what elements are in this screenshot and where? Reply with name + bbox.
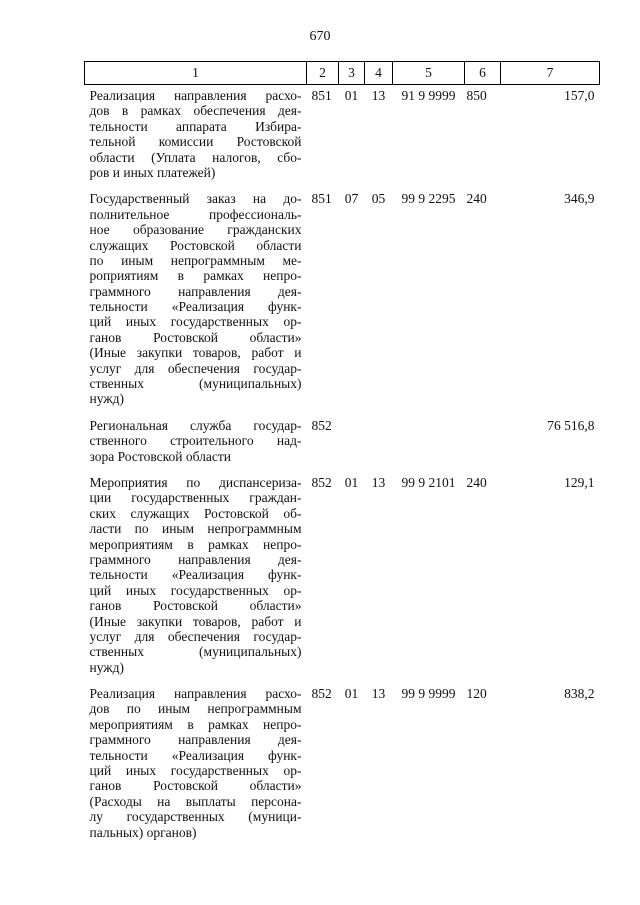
expense-name-line: ций иных государственных ор- <box>89 763 302 779</box>
expense-name-line: ганов Ростовской области» <box>89 329 302 345</box>
table-row <box>85 188 600 414</box>
expense-name-line: ций иных государственных ор- <box>89 314 302 330</box>
expense-name-line: тельности «Реализация функ- <box>89 747 302 763</box>
ministry-code-cell: 851 <box>311 191 332 207</box>
subsection-code-cell: 13 <box>371 474 386 490</box>
expense-name-cell <box>85 85 307 189</box>
table-body <box>85 85 600 848</box>
expense-name-line: мероприятиям в рамках непро- <box>89 716 302 732</box>
expense-name-line: граммного направления дея- <box>89 283 302 299</box>
expense-name-line: Региональная служба государ- <box>89 417 302 433</box>
expense-name-line: (Иные закупки товаров, работ и <box>89 345 302 361</box>
table-row <box>85 85 600 189</box>
expense-name-line: ственных (муниципальных) <box>89 376 302 392</box>
subsection-code-cell: 05 <box>371 191 386 207</box>
ministry-code-cell: 852 <box>311 474 332 490</box>
expense-name-line: (Иные закупки товаров, работ и <box>89 613 302 629</box>
expense-name-line: лу государственных (муници- <box>89 809 302 825</box>
expense-name-line: Реализация направления расхо- <box>89 686 302 702</box>
target-article-cell: 91 9 9999 <box>401 88 456 103</box>
expense-name-line: зора Ростовской области <box>89 448 231 464</box>
expense-name-line: Реализация направления расхо- <box>89 88 302 103</box>
expense-name-line: граммного направления дея- <box>89 732 302 748</box>
expense-name-line: ное образование гражданских <box>89 222 302 238</box>
expense-name-line: граммного направления дея- <box>89 551 302 567</box>
target-article-cell: 99 9 9999 <box>401 686 456 702</box>
column-header-section: 3 <box>339 62 365 85</box>
expense-name-line: ских служащих Ростовской об- <box>89 505 302 521</box>
ministry-code-cell: 851 <box>311 88 332 103</box>
ministry-code-cell: 852 <box>311 686 332 702</box>
page-number: 670 <box>309 29 331 44</box>
expense-name-line: по иным непрограммным ме- <box>89 252 302 268</box>
ministry-code-cell: 852 <box>311 417 332 433</box>
column-header-expense-type: 6 <box>465 62 501 85</box>
expense-name-line: (Расходы на выплаты персона- <box>89 793 302 809</box>
subsection-code-cell <box>365 415 393 472</box>
column-header-amount: 7 <box>501 62 600 85</box>
expense-name-line: области (Уплата налогов, сбо- <box>89 149 302 165</box>
expense-name-line: ственных (муниципальных) <box>89 644 302 660</box>
expense-name-line: тельности «Реализация функ- <box>89 567 302 583</box>
expense-name-line: Государственный заказ на до- <box>89 191 302 207</box>
target-article-cell: 99 9 2295 <box>401 191 456 207</box>
table-header-row <box>85 62 600 85</box>
expense-name-line: Мероприятия по диспансеризa- <box>89 474 302 490</box>
expense-type-cell <box>465 415 501 472</box>
column-header-ministry: 2 <box>307 62 339 85</box>
expense-name-line: нужд) <box>89 391 124 407</box>
expense-name-line: дов в рамках обеспечения дея- <box>89 103 302 119</box>
expense-name-line: услуг для обеспечения государ- <box>89 360 302 376</box>
expense-name-line: пальных) органов) <box>89 824 197 840</box>
expense-name-line: ций иных государственных ор- <box>89 582 302 598</box>
expense-name-line: ганов Ростовской области» <box>89 778 302 794</box>
expense-name-line: ров и иных платежей) <box>89 164 216 180</box>
section-code-cell <box>339 415 365 472</box>
target-article-cell: 99 9 2101 <box>401 474 456 490</box>
expense-name-cell <box>85 472 307 683</box>
section-code-cell: 01 <box>344 474 359 490</box>
expense-name-line: служащих Ростовской области <box>89 237 302 253</box>
expense-name-line: ласти по иным непрограммным <box>89 521 302 537</box>
amount-cell: 157,0 <box>564 88 595 103</box>
expense-name-cell <box>85 415 307 472</box>
column-header-subsection: 4 <box>365 62 393 85</box>
expense-name-line: роприятиям в рамках непро- <box>89 268 302 284</box>
subsection-code-cell: 13 <box>371 88 386 103</box>
expense-name-line: мероприятиям в рамках непро- <box>89 536 302 552</box>
expense-type-cell: 120 <box>466 686 487 702</box>
expense-type-cell: 240 <box>466 191 487 207</box>
expense-name-line: тельности аппарата Избира- <box>89 118 302 134</box>
expense-name-line: ции государственных граждан- <box>89 490 302 506</box>
expense-name-cell <box>85 188 307 414</box>
expense-name-line: тельной комиссии Ростовской <box>89 134 302 150</box>
expense-name-line: услуг для обеспечения государ- <box>89 628 302 644</box>
expense-name-line: полнительное профессиональ- <box>89 206 302 222</box>
column-header-target-article: 5 <box>393 62 465 85</box>
expense-name-line: дов по иным непрограммным <box>89 701 302 717</box>
amount-cell: 838,2 <box>564 686 595 702</box>
expense-name-cell <box>85 683 307 848</box>
section-code-cell: 01 <box>344 88 359 103</box>
table-row <box>85 683 600 848</box>
amount-cell: 346,9 <box>564 191 595 207</box>
expense-name-line: тельности «Реализация функ- <box>89 299 302 315</box>
expense-type-cell: 850 <box>466 88 487 103</box>
amount-cell: 129,1 <box>564 474 595 490</box>
subsection-code-cell: 13 <box>371 686 386 702</box>
expense-name-line: ганов Ростовской области» <box>89 598 302 614</box>
amount-cell: 76 516,8 <box>547 417 595 433</box>
budget-table <box>84 61 600 848</box>
target-article-cell <box>393 415 465 472</box>
section-code-cell: 01 <box>344 686 359 702</box>
expense-type-cell: 240 <box>466 474 487 490</box>
expense-name-line: нужд) <box>89 659 124 675</box>
expense-name-line: ственного строительного над- <box>89 433 302 449</box>
section-code-cell: 07 <box>344 191 359 207</box>
column-header-name: 1 <box>85 62 307 85</box>
table-row <box>85 472 600 683</box>
table-row <box>85 415 600 472</box>
